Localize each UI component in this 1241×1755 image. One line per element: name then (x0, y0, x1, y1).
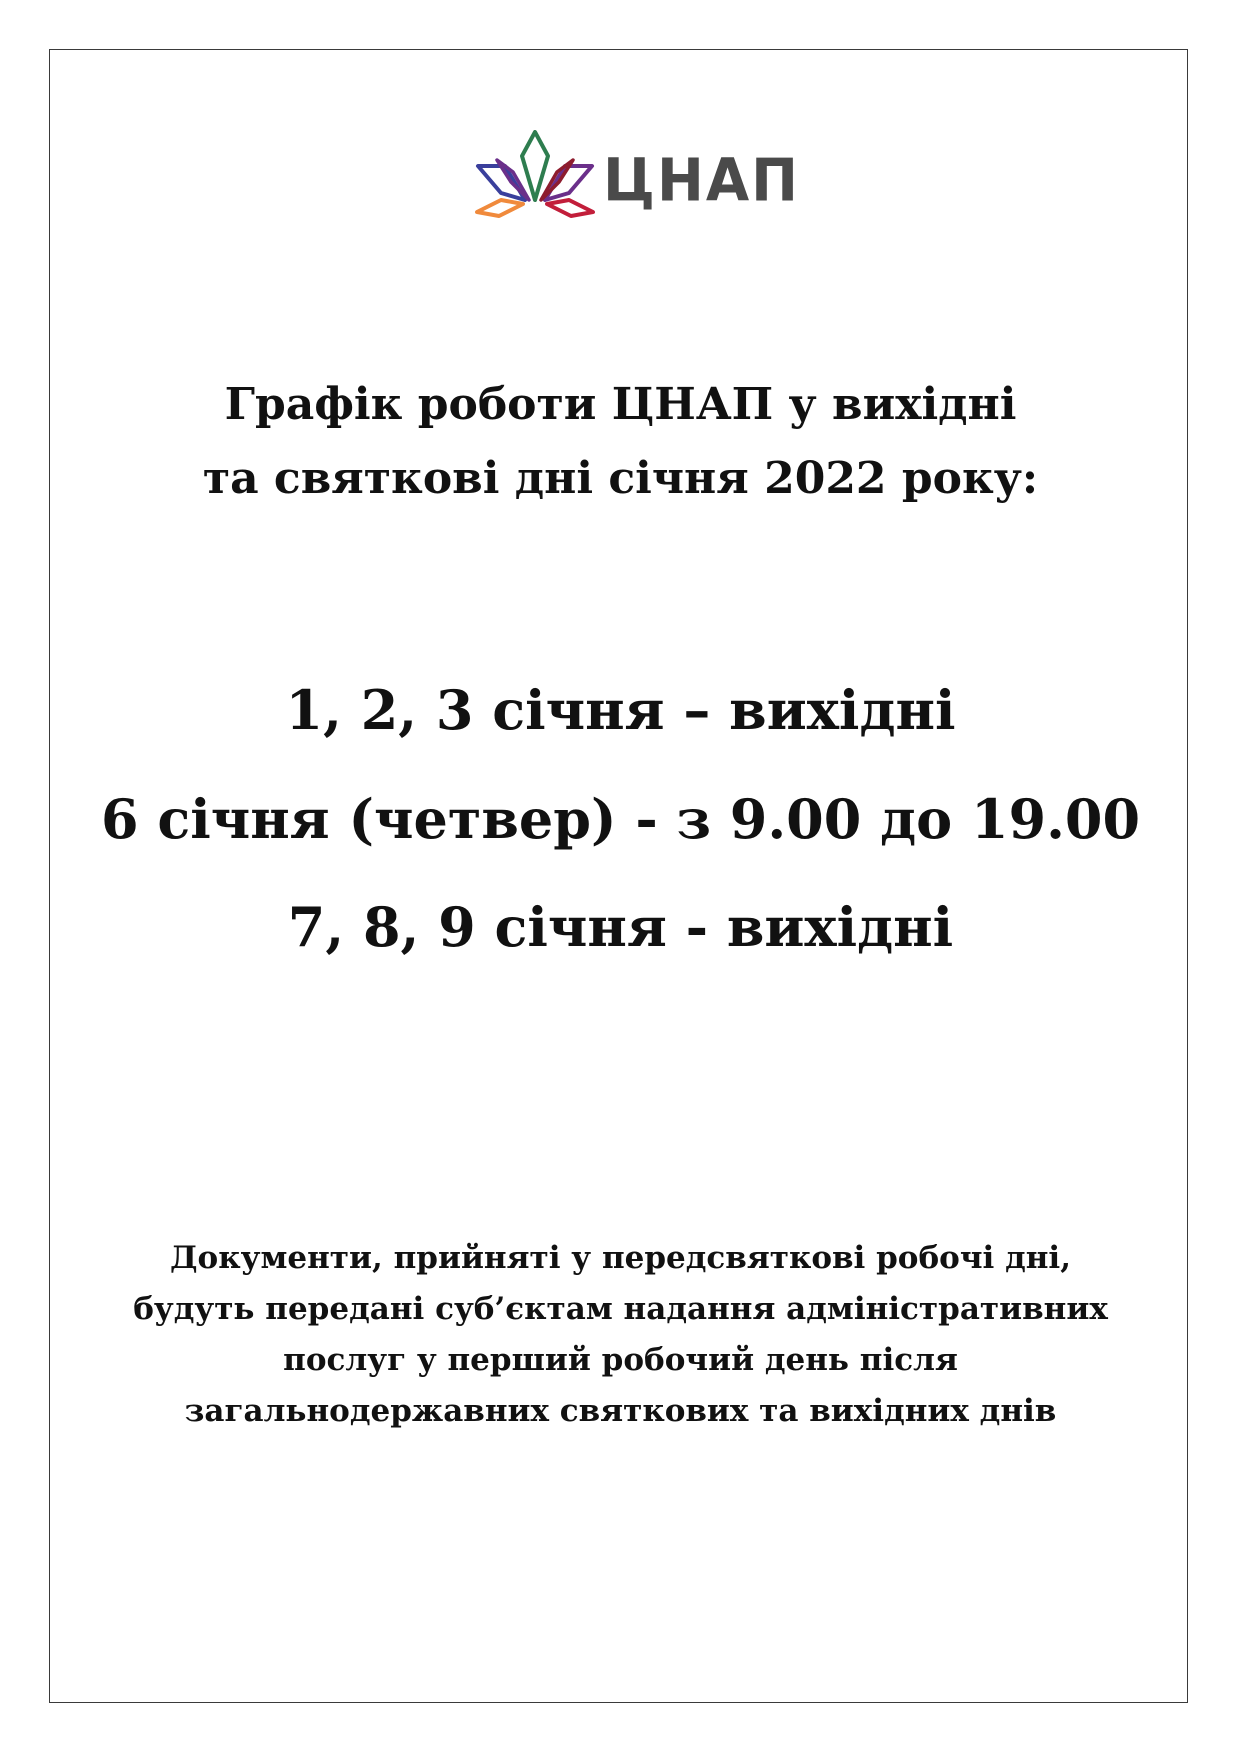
schedule-line: 1, 2, 3 січня – вихідні (285, 678, 956, 742)
page-title-line-1: Графік роботи ЦНАП у вихідні (224, 379, 1017, 430)
cnap-logo (475, 130, 801, 230)
lotus-icon (475, 130, 600, 230)
logo-petal (522, 132, 548, 200)
logo-petal (547, 200, 593, 216)
note-line: загальнодержавних святкових та вихідних днів (184, 1393, 1057, 1429)
schedule-line: 7, 8, 9 січня - вихідні (287, 895, 954, 959)
note-line: послуг у перший робочий день після (283, 1342, 958, 1378)
page-title-line-2: та святкові дні січня 2022 року: (202, 453, 1039, 504)
logo-wordmark: ЦНАП (603, 146, 801, 215)
note-line: будуть передані суб’єктам надання адміністративних (133, 1291, 1108, 1327)
note-line: Документи, прийняті у передсвяткові робочі дні, (169, 1240, 1071, 1276)
logo-petal (477, 200, 523, 216)
schedule-line: 6 січня (четвер) - з 9.00 до 19.00 (100, 787, 1141, 851)
page-border (49, 49, 1188, 1703)
